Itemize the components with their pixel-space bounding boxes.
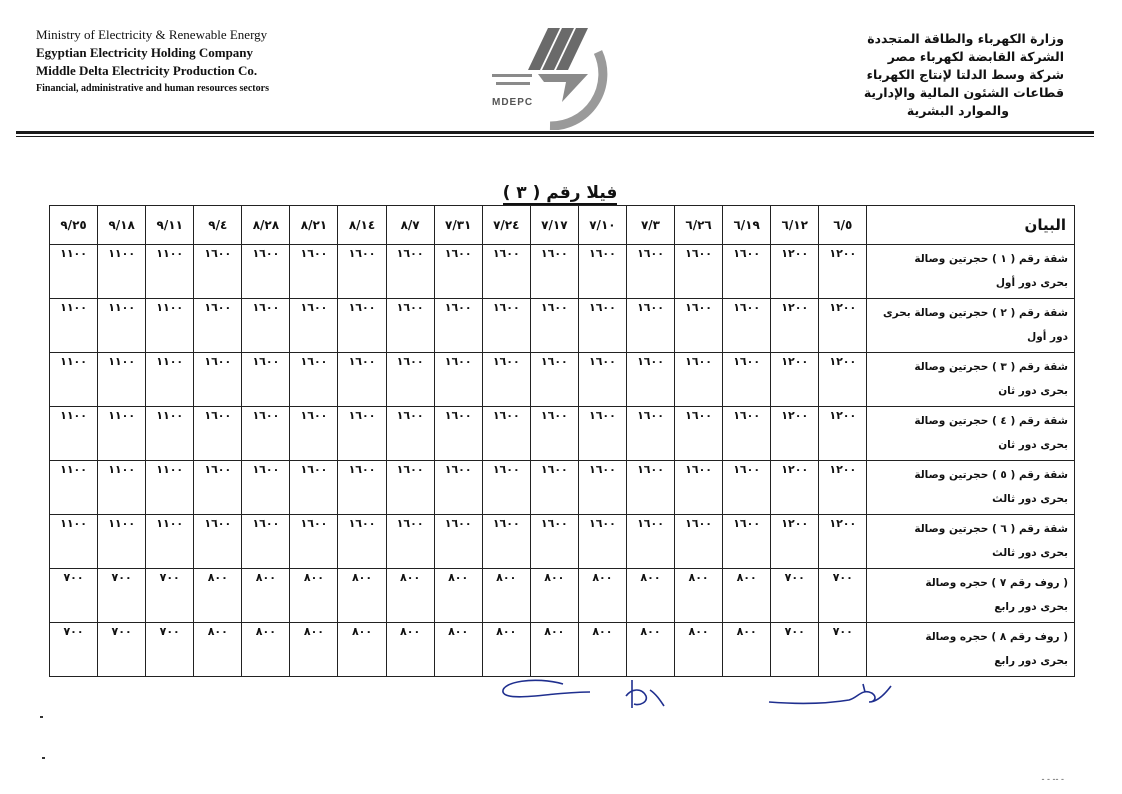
unit-description-line2: بحرى دور ثان	[998, 385, 1068, 397]
unit-description	[867, 569, 1075, 623]
date-column-header: ٩/١١	[146, 206, 194, 245]
rent-value-cell: ١٦٠٠	[434, 461, 482, 515]
table-body	[50, 245, 1075, 677]
rent-value-cell: ١٦٠٠	[675, 299, 723, 353]
signature-1	[495, 676, 595, 710]
rent-value-cell: ١٦٠٠	[242, 299, 290, 353]
date-column-header: ٧/٣	[626, 206, 674, 245]
header-divider	[16, 131, 1094, 134]
rent-value-cell: ١٦٠٠	[338, 407, 386, 461]
rent-value-cell: ١٦٠٠	[626, 299, 674, 353]
rent-value-cell: ٨٠٠	[675, 623, 723, 677]
rent-value-cell: ١١٠٠	[98, 407, 146, 461]
production-company-ar: شركة وسط الدلتا لإنتاج الكهرباء	[866, 67, 1064, 82]
unit-description-line2: بحرى دور رابع	[994, 601, 1068, 613]
date-column-header: ٧/١٧	[530, 206, 578, 245]
rent-value-cell: ١٢٠٠	[771, 515, 819, 569]
unit-description	[867, 299, 1075, 353]
rent-value-cell: ١١٠٠	[50, 461, 98, 515]
rent-value-cell: ١٦٠٠	[386, 245, 434, 299]
footer-mark: - - -- -	[1041, 774, 1064, 784]
rent-value-cell: ١٦٠٠	[723, 299, 771, 353]
sectors-en: Financial, administrative and human resources sectors	[36, 83, 269, 94]
rent-value-cell: ١٦٠٠	[434, 245, 482, 299]
unit-description-line1: ( روف رقم ٧ ) حجره وصالة	[925, 577, 1068, 589]
rent-value-cell: ٨٠٠	[482, 569, 530, 623]
rent-value-cell: ٨٠٠	[194, 569, 242, 623]
rent-value-cell: ١٦٠٠	[723, 407, 771, 461]
unit-description-line2: بحرى دور ثالث	[992, 493, 1068, 505]
unit-description-line1: شقة رقم ( ٤ ) حجرتين وصالة	[914, 415, 1068, 427]
rent-value-cell: ١١٠٠	[98, 353, 146, 407]
rent-value-cell: ١٦٠٠	[338, 299, 386, 353]
sectors-ar: قطاعات الشئون المالية والإدارية	[863, 85, 1064, 100]
rent-value-cell: ١٦٠٠	[626, 245, 674, 299]
date-column-header: ٩/١٨	[98, 206, 146, 245]
rent-value-cell: ١٦٠٠	[242, 461, 290, 515]
unit-description-line1: ( روف رقم ٨ ) حجره وصالة	[925, 631, 1068, 643]
table-row	[50, 353, 1075, 407]
rent-value-cell: ١١٠٠	[98, 245, 146, 299]
date-column-header: ٧/٣١	[434, 206, 482, 245]
rent-value-cell: ١٦٠٠	[578, 461, 626, 515]
rent-value-cell: ١٦٠٠	[723, 353, 771, 407]
rent-value-cell: ١١٠٠	[50, 407, 98, 461]
rent-value-cell: ١٦٠٠	[434, 515, 482, 569]
rent-value-cell: ٨٠٠	[482, 623, 530, 677]
unit-description	[867, 407, 1075, 461]
rent-value-cell: ٨٠٠	[290, 569, 338, 623]
scan-mark	[40, 716, 43, 718]
unit-description-line1: شقة رقم ( ٦ ) حجرتين وصالة	[914, 523, 1068, 535]
logo-text: MDEPC	[492, 97, 534, 108]
date-column-header: ٨/١٤	[338, 206, 386, 245]
rent-value-cell: ٨٠٠	[626, 569, 674, 623]
production-company-en: Middle Delta Electricity Production Co.	[36, 63, 258, 78]
unit-description-line1: شقة رقم ( ٥ ) حجرتين وصالة	[914, 469, 1068, 481]
rent-value-cell: ١١٠٠	[98, 299, 146, 353]
rent-value-cell: ١٦٠٠	[386, 299, 434, 353]
signature-2	[622, 676, 672, 716]
rent-value-cell: ١٦٠٠	[194, 407, 242, 461]
desc-column-header: البيان	[867, 206, 1075, 245]
rent-value-cell: ٧٠٠	[771, 569, 819, 623]
rent-value-cell: ١٦٠٠	[290, 461, 338, 515]
table-row	[50, 299, 1075, 353]
unit-description	[867, 245, 1075, 299]
date-column-header: ٨/٢٨	[242, 206, 290, 245]
rent-value-cell: ١١٠٠	[98, 515, 146, 569]
rent-value-cell: ٨٠٠	[338, 623, 386, 677]
holding-company-en: Egyptian Electricity Holding Company	[36, 45, 254, 60]
rent-value-cell: ١٦٠٠	[386, 407, 434, 461]
unit-description-line2: بحرى دور ثان	[998, 439, 1068, 451]
rent-value-cell: ١٦٠٠	[482, 299, 530, 353]
signature-3	[765, 680, 895, 710]
date-column-header: ٦/١٢	[771, 206, 819, 245]
rent-value-cell: ١٢٠٠	[819, 407, 867, 461]
rent-value-cell: ١٦٠٠	[482, 407, 530, 461]
table-row	[50, 515, 1075, 569]
rent-value-cell: ٨٠٠	[723, 623, 771, 677]
rent-value-cell: ١٦٠٠	[482, 245, 530, 299]
rent-value-cell: ١٦٠٠	[242, 515, 290, 569]
rent-value-cell: ١٦٠٠	[338, 515, 386, 569]
rent-value-cell: ٨٠٠	[626, 623, 674, 677]
rent-value-cell: ١٦٠٠	[675, 515, 723, 569]
rent-value-cell: ٧٠٠	[98, 623, 146, 677]
unit-description-line1: شقة رقم ( ٢ ) حجرتين وصالة بحرى	[883, 307, 1068, 319]
rent-value-cell: ١٦٠٠	[675, 353, 723, 407]
villa-title-text: فيلا رقم ( ٣ )	[502, 183, 618, 203]
rent-value-cell: ٨٠٠	[290, 623, 338, 677]
lightning-bolt-icon	[528, 28, 588, 102]
rent-value-cell: ١٦٠٠	[386, 353, 434, 407]
table-row	[50, 623, 1075, 677]
rent-value-cell: ١٦٠٠	[242, 245, 290, 299]
rent-value-cell: ٧٠٠	[50, 623, 98, 677]
rent-value-cell: ١١٠٠	[146, 353, 194, 407]
scan-mark	[42, 757, 45, 759]
rent-value-cell: ١٦٠٠	[723, 461, 771, 515]
rent-value-cell: ٨٠٠	[242, 569, 290, 623]
rent-value-cell: ١٦٠٠	[194, 515, 242, 569]
rent-value-cell: ١٦٠٠	[530, 515, 578, 569]
date-column-header: ٦/١٩	[723, 206, 771, 245]
rent-value-cell: ١١٠٠	[146, 299, 194, 353]
rent-value-cell: ١٦٠٠	[530, 407, 578, 461]
rent-value-cell: ٧٠٠	[771, 623, 819, 677]
header-divider-thin	[16, 136, 1094, 137]
rent-value-cell: ١٦٠٠	[578, 245, 626, 299]
sectors-ar-2: والموارد البشرية	[906, 103, 1009, 118]
rent-value-cell: ١٦٠٠	[290, 515, 338, 569]
rent-value-cell: ١٦٠٠	[290, 353, 338, 407]
table-row	[50, 245, 1075, 299]
ministry-name-ar: وزارة الكهرباء والطاقة المتجددة	[867, 31, 1064, 46]
rent-value-cell: ١٢٠٠	[819, 353, 867, 407]
rent-value-cell: ٨٠٠	[386, 623, 434, 677]
ministry-name-en: Ministry of Electricity & Renewable Energy	[36, 27, 268, 42]
rent-value-cell: ١٦٠٠	[578, 299, 626, 353]
rent-value-cell: ١٦٠٠	[434, 299, 482, 353]
rent-value-cell: ١٦٠٠	[723, 515, 771, 569]
rent-table	[49, 205, 1075, 677]
rent-value-cell: ١٦٠٠	[386, 461, 434, 515]
rent-value-cell: ١٢٠٠	[819, 299, 867, 353]
date-column-header: ٧/٢٤	[482, 206, 530, 245]
date-column-header: ٦/٢٦	[675, 206, 723, 245]
rent-value-cell: ١٦٠٠	[626, 515, 674, 569]
rent-value-cell: ٨٠٠	[723, 569, 771, 623]
rent-value-cell: ٨٠٠	[578, 623, 626, 677]
rent-value-cell: ١٦٠٠	[434, 407, 482, 461]
rent-value-cell: ١٦٠٠	[482, 515, 530, 569]
rent-value-cell: ٧٠٠	[819, 623, 867, 677]
logo-arc	[550, 52, 603, 126]
rent-value-cell: ١٦٠٠	[194, 245, 242, 299]
rent-value-cell: ١٢٠٠	[819, 245, 867, 299]
rent-value-cell: ١٦٠٠	[530, 353, 578, 407]
rent-value-cell: ١٢٠٠	[819, 515, 867, 569]
rent-value-cell: ١٦٠٠	[626, 461, 674, 515]
rent-value-cell: ١٢٠٠	[771, 245, 819, 299]
rent-value-cell: ١٦٠٠	[482, 353, 530, 407]
date-column-header: ٦/٥	[819, 206, 867, 245]
rent-value-cell: ٨٠٠	[530, 569, 578, 623]
holding-company-ar: الشركة القابضة لكهرباء مصر	[887, 49, 1064, 64]
rent-value-cell: ١٦٠٠	[290, 245, 338, 299]
rent-value-cell: ٧٠٠	[50, 569, 98, 623]
rent-value-cell: ٨٠٠	[194, 623, 242, 677]
rent-value-cell: ٧٠٠	[819, 569, 867, 623]
rent-value-cell: ١٦٠٠	[386, 515, 434, 569]
rent-value-cell: ١١٠٠	[146, 515, 194, 569]
unit-description	[867, 623, 1075, 677]
table-row	[50, 569, 1075, 623]
rent-value-cell: ١١٠٠	[50, 299, 98, 353]
logo-arabic-mark	[492, 74, 532, 77]
rent-value-cell: ١٦٠٠	[530, 461, 578, 515]
rent-value-cell: ١٦٠٠	[626, 353, 674, 407]
table-row	[50, 407, 1075, 461]
rent-value-cell: ١٦٠٠	[482, 461, 530, 515]
rent-value-cell: ١٦٠٠	[338, 353, 386, 407]
rent-value-cell: ١٦٠٠	[338, 245, 386, 299]
rent-value-cell: ١١٠٠	[50, 515, 98, 569]
unit-description-line2: بحرى دور أول	[995, 277, 1068, 289]
rent-value-cell: ١١٠٠	[98, 461, 146, 515]
rent-value-cell: ١٦٠٠	[723, 245, 771, 299]
unit-description	[867, 515, 1075, 569]
rent-value-cell: ١١٠٠	[146, 245, 194, 299]
unit-description-line1: شقة رقم ( ٣ ) حجرتين وصالة	[914, 361, 1068, 373]
date-column-header: ٨/٧	[386, 206, 434, 245]
rent-value-cell: ١١٠٠	[146, 461, 194, 515]
company-logo	[488, 22, 638, 130]
rent-value-cell: ١٦٠٠	[242, 353, 290, 407]
unit-description-line1: شقة رقم ( ١ ) حجرتين وصالة	[914, 253, 1068, 265]
rent-value-cell: ٨٠٠	[530, 623, 578, 677]
rent-value-cell: ١٦٠٠	[578, 515, 626, 569]
rent-value-cell: ١٦٠٠	[290, 299, 338, 353]
rent-value-cell: ٨٠٠	[434, 569, 482, 623]
rent-value-cell: ١٦٠٠	[530, 245, 578, 299]
rent-value-cell: ١٦٠٠	[578, 407, 626, 461]
rent-value-cell: ١٦٠٠	[194, 353, 242, 407]
villa-title	[490, 180, 630, 206]
rent-value-cell: ١٢٠٠	[771, 461, 819, 515]
rent-value-cell: ١٦٠٠	[675, 407, 723, 461]
rent-value-cell: ١٦٠٠	[675, 461, 723, 515]
rent-value-cell: ٨٠٠	[386, 569, 434, 623]
rent-value-cell: ١٦٠٠	[242, 407, 290, 461]
rent-value-cell: ١٢٠٠	[819, 461, 867, 515]
rent-value-cell: ٨٠٠	[434, 623, 482, 677]
rent-value-cell: ١٦٠٠	[578, 353, 626, 407]
table-header-row	[50, 206, 1075, 245]
rent-value-cell: ١٦٠٠	[434, 353, 482, 407]
rent-value-cell: ١١٠٠	[50, 353, 98, 407]
rent-value-cell: ٨٠٠	[675, 569, 723, 623]
rent-value-cell: ١٦٠٠	[338, 461, 386, 515]
unit-description	[867, 461, 1075, 515]
date-column-header: ٩/٢٥	[50, 206, 98, 245]
table-row	[50, 461, 1075, 515]
rent-value-cell: ١٦٠٠	[675, 245, 723, 299]
rent-value-cell: ١٢٠٠	[771, 407, 819, 461]
unit-description-line2: بحرى دور رابع	[994, 655, 1068, 667]
rent-value-cell: ١٢٠٠	[771, 299, 819, 353]
header-arabic	[804, 30, 1064, 120]
rent-value-cell: ١٦٠٠	[290, 407, 338, 461]
rent-value-cell: ٧٠٠	[146, 623, 194, 677]
rent-value-cell: ٧٠٠	[98, 569, 146, 623]
unit-description-line2: دور أول	[1027, 331, 1068, 343]
date-column-header: ٨/٢١	[290, 206, 338, 245]
unit-description-line2: بحرى دور ثالث	[992, 547, 1068, 559]
rent-value-cell: ١٦٠٠	[530, 299, 578, 353]
rent-value-cell: ٨٠٠	[578, 569, 626, 623]
date-column-header: ٧/١٠	[578, 206, 626, 245]
rent-value-cell: ١٢٠٠	[771, 353, 819, 407]
date-column-header: ٩/٤	[194, 206, 242, 245]
rent-value-cell: ٧٠٠	[146, 569, 194, 623]
rent-value-cell: ٨٠٠	[242, 623, 290, 677]
unit-description	[867, 353, 1075, 407]
rent-value-cell: ٨٠٠	[338, 569, 386, 623]
rent-value-cell: ١٦٠٠	[194, 299, 242, 353]
rent-value-cell: ١٦٠٠	[194, 461, 242, 515]
rent-value-cell: ١١٠٠	[146, 407, 194, 461]
rent-value-cell: ١٦٠٠	[626, 407, 674, 461]
rent-value-cell: ١١٠٠	[50, 245, 98, 299]
header-english	[36, 26, 336, 98]
